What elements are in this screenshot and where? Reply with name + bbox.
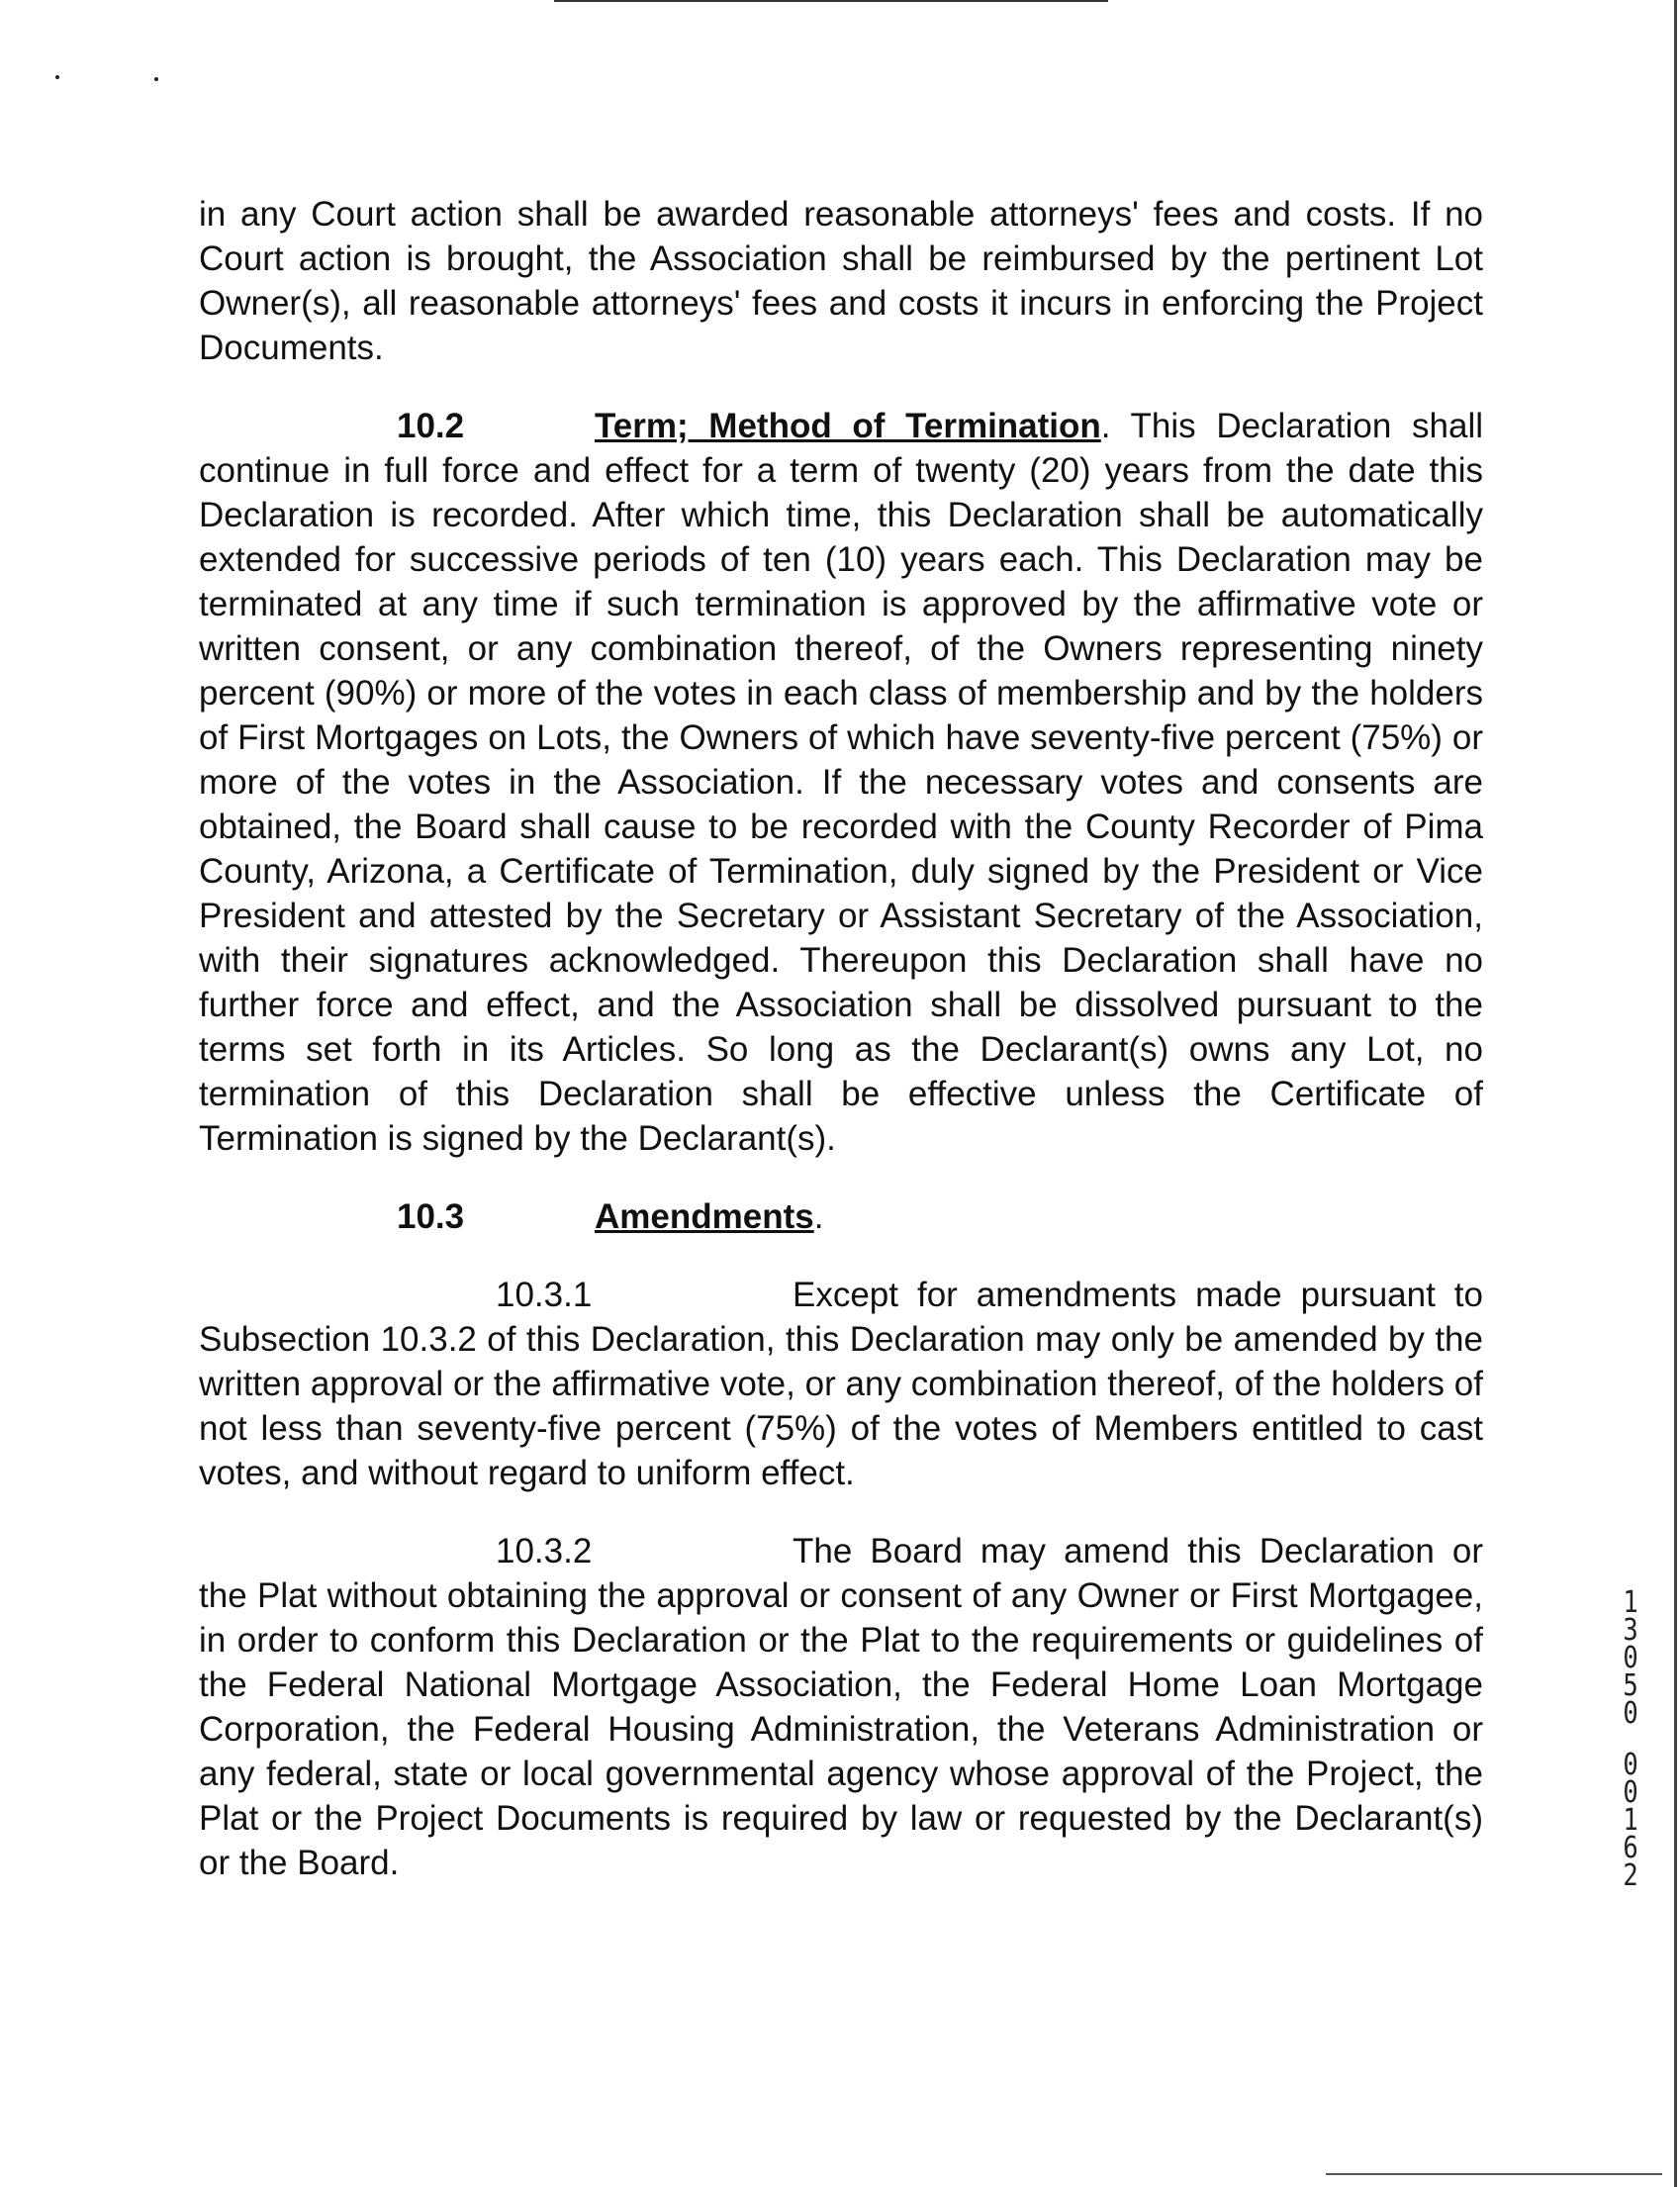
section-10-3-1 bbox=[199, 1273, 1483, 1495]
scan-speck bbox=[55, 75, 59, 79]
bottom-rule bbox=[1326, 2173, 1662, 2175]
paragraph-fees: in any Court action shall be awarded reasonable attorneys' fees and costs. If no Court action is brought, the Association shall be reimbursed by the pertinent Lot Owner(s), all reasonable attorneys' fees and costs it incurs in enforcing the Project Documents. bbox=[199, 195, 1483, 367]
subsection-body: The Board may amend this Declaration or the Plat without obtaining the approval or consent of any Owner or First Mortgagee, in order to conform this Declaration or the Plat to the requirements or guidelines of the Federal National Mortgage Association, the Federal Home Loan Mortgage Corporation, the Federal Housing Administration, the Veterans Administration or any federal, state or local governmental agency whose approval of the Project, the Plat or the Project Documents is required by law or requested by the Declarant(s) or the Board. bbox=[199, 1532, 1483, 1882]
recording-stamp bbox=[1614, 1585, 1647, 1893]
subsection-number: 10.3.2 bbox=[496, 1532, 593, 1570]
section-10-3-heading bbox=[199, 1194, 1483, 1239]
stamp-digit: 0 bbox=[1623, 1775, 1638, 1810]
section-title: Amendments bbox=[595, 1197, 814, 1236]
subsection-body: Except for amendments made pursuant to Subsection 10.3.2 of this Declaration, this Declaration may only be amended by the written approval or the affirmative vote, or any combination thereof, of the holders of not less than seventy-five percent (75%) of the votes of Members entitled to cast votes, and without regard to uniform effect. bbox=[199, 1276, 1483, 1492]
stamp-digit: 5 bbox=[1623, 1668, 1638, 1703]
stamp-digit: 3 bbox=[1623, 1613, 1638, 1648]
stamp-digit: 0 bbox=[1623, 1641, 1638, 1675]
stamp-digit: 0 bbox=[1623, 1748, 1638, 1782]
section-10-3-2 bbox=[199, 1529, 1483, 1885]
scan-speck bbox=[154, 77, 158, 81]
top-rule bbox=[554, 0, 1108, 2]
section-title: Term; Method of Termination bbox=[595, 407, 1101, 445]
section-number: 10.3 bbox=[397, 1197, 465, 1236]
section-title-suffix: . bbox=[813, 1197, 824, 1236]
document-body bbox=[199, 192, 1483, 1885]
stamp-digit: 6 bbox=[1623, 1831, 1638, 1865]
section-number: 10.2 bbox=[397, 407, 465, 445]
stamp-digit: 1 bbox=[1623, 1585, 1638, 1620]
section-10-2 bbox=[199, 404, 1483, 1161]
stamp-digit: 2 bbox=[1623, 1858, 1638, 1893]
subsection-number: 10.3.1 bbox=[496, 1276, 593, 1314]
stamp-digit: 0 bbox=[1623, 1696, 1638, 1731]
section-body: . This Declaration shall continue in full force and effect for a term of twenty (20) years from the date this Declaration is recorded. After which time, this Declaration shall be automatically extended for successive periods of ten (10) years each. This Declaration may be terminated at any time if such termination is approved by the affirmative vote or written consent, or any combination thereof, of the Owners representing ninety percent (90%) or more of the votes in each class of membership and by the holders of First Mortgages on Lots, the Owners of which have seventy-five percent (75%) or more of the votes in the Association. If the necessary votes and consents are obtained, the Board shall cause to be recorded with the County Recorder of Pima County, Arizona, a Certificate of Termination, duly signed by the President or Vice President and attested by the Secretary or Assistant Secretary of the Association, with their signatures acknowledged. Thereupon this Declaration shall have no further force and effect, and the Association shall be dissolved pursuant to the terms set forth in its Articles. So long as the Declarant(s) owns any Lot, no termination of this Declaration shall be effective unless the Certificate of Termination is signed by the Declarant(s). bbox=[199, 407, 1483, 1158]
page-edge bbox=[1674, 0, 1677, 2187]
stamp-digit: 1 bbox=[1623, 1803, 1638, 1838]
